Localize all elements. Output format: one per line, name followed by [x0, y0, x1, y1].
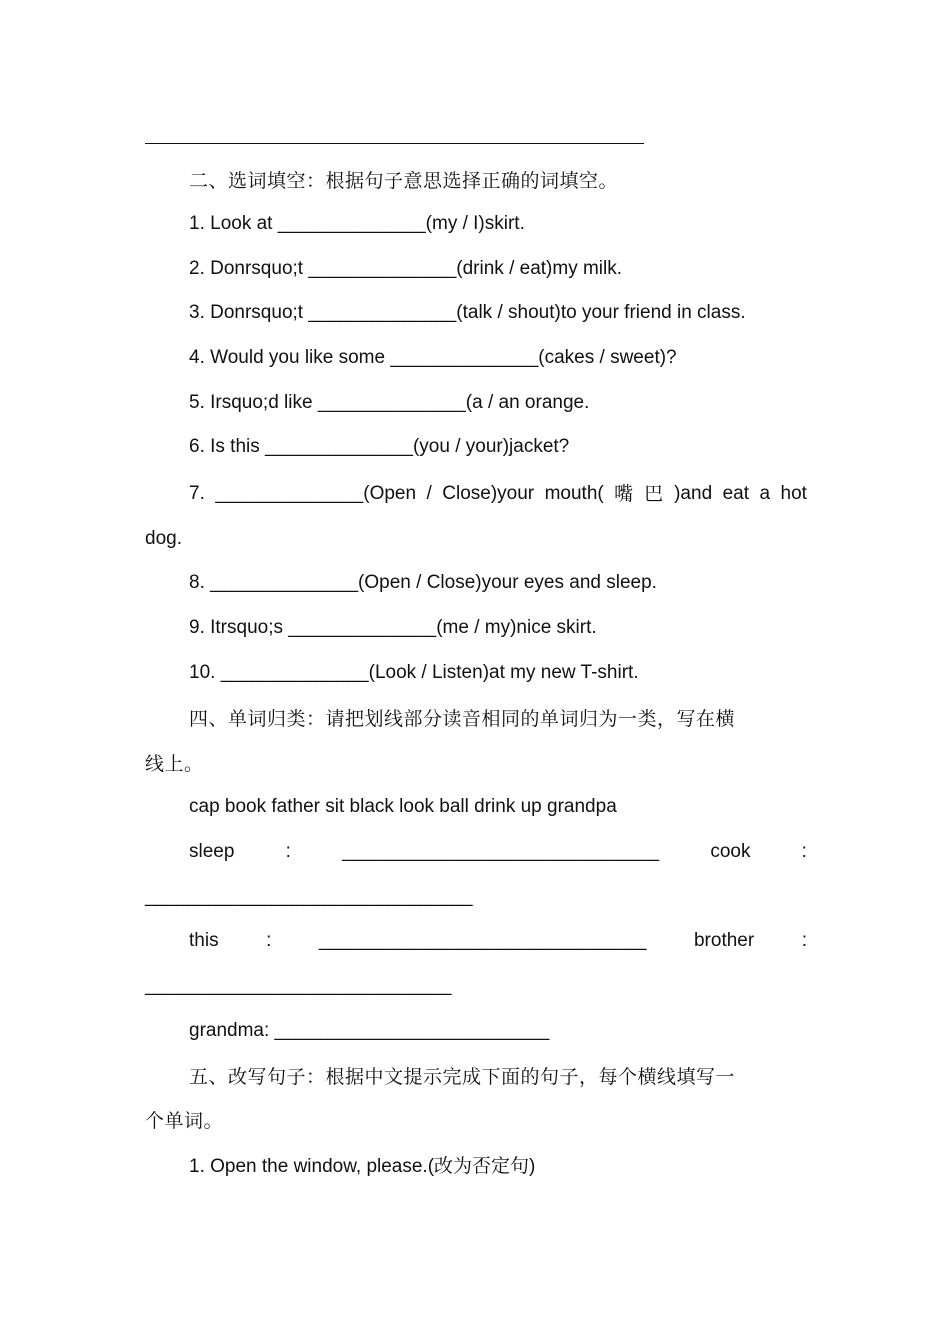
- q7-word: hot: [780, 483, 807, 504]
- q7-word: mouth(: [544, 483, 604, 504]
- colon: :: [801, 930, 807, 951]
- question-4: 4. Would you like some ______________(cakes / sweet)?: [189, 347, 677, 368]
- top-answer-line: [145, 143, 644, 144]
- question-2: 2. Donrsquo;t ______________(drink / eat)my milk.: [189, 258, 623, 279]
- question-8: 8. ______________(Open / Close)your eyes and sleep.: [189, 572, 657, 593]
- colon: :: [266, 930, 272, 951]
- q7-word: Close)your: [442, 483, 535, 504]
- colon: :: [285, 841, 291, 862]
- category-row-this-brother: [145, 928, 807, 954]
- category-label-brother: brother: [693, 930, 755, 951]
- question-3: 3. Donrsquo;t ______________(talk / shout)to your friend in class.: [189, 302, 746, 323]
- section-4-heading: 四、单词归类：请把划线部分读音相同的单词归为一类，写在横: [189, 708, 736, 730]
- q7-word: eat: [722, 483, 750, 504]
- category-row-sleep-cook: [145, 839, 807, 865]
- q7-word: /: [426, 483, 432, 504]
- q7-word: 嘴: [614, 483, 634, 505]
- category-label-this: this: [189, 930, 219, 951]
- colon: :: [801, 841, 807, 862]
- q7-word: 7.: [189, 483, 205, 504]
- question-1: 1. Look at ______________(my / I)skirt.: [189, 213, 525, 234]
- question-6: 6. Is this ______________(you / your)jacket?: [189, 436, 570, 457]
- category-label-cook: cook: [710, 841, 751, 862]
- rewrite-question-1: 1. Open the window, please.(改为否定句): [189, 1156, 536, 1177]
- question-5: 5. Irsquo;d like ______________(a / an orange.: [189, 392, 590, 413]
- word-list: cap book father sit black look ball drink up grandpa: [189, 796, 617, 817]
- question-9: 9. Itrsquo;s ______________(me / my)nice skirt.: [189, 617, 597, 638]
- category-row-grandma: grandma: __________________________: [189, 1020, 550, 1041]
- section-2-heading: 二、选词填空：根据句子意思选择正确的词填空。: [189, 170, 619, 192]
- q7-word: a: [759, 483, 771, 504]
- q7-word: ______________(Open: [215, 483, 417, 504]
- question-7-continued: dog.: [145, 528, 182, 549]
- q7-word: )and: [674, 483, 713, 504]
- question-7: [145, 481, 807, 507]
- category-label-sleep: sleep: [189, 841, 235, 862]
- answer-blank: ______________________________: [342, 841, 660, 862]
- answer-blank-brother: _____________________________: [145, 975, 452, 996]
- section-5-heading: 五、改写句子：根据中文提示完成下面的句子，每个横线填写一: [189, 1066, 736, 1088]
- question-10: 10. ______________(Look / Listen)at my new T-shirt.: [189, 662, 639, 683]
- section-4-heading-continued: 线上。: [145, 753, 204, 775]
- answer-blank-cook: _______________________________: [145, 886, 473, 907]
- section-5-heading-continued: 个单词。: [145, 1110, 224, 1132]
- answer-blank: _______________________________: [318, 930, 647, 951]
- q7-word: 巴: [644, 483, 664, 505]
